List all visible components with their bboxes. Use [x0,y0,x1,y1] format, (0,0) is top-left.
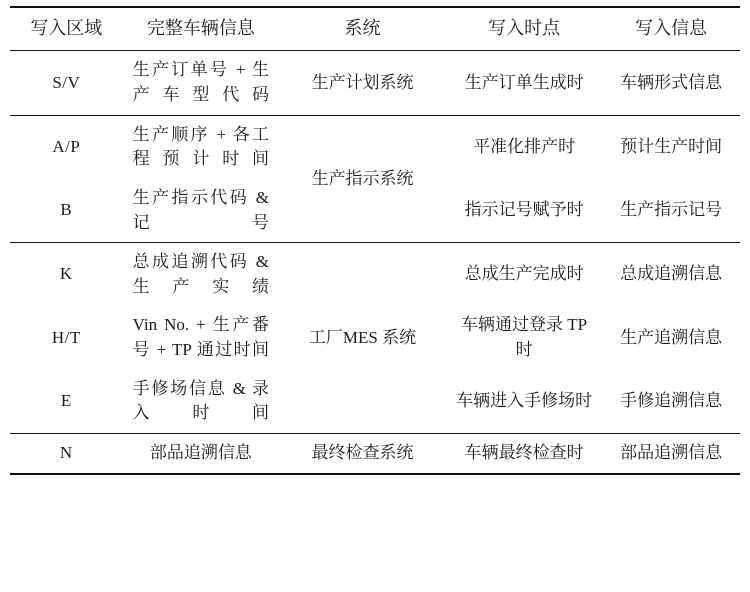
cell-full-vehicle-info: 生产订单号 + 生产车型代码 [123,51,279,115]
cell-write-info: 生产指示记号 [620,200,723,220]
table-header [10,7,740,51]
cell-write-time: 车辆进入手修场时 [456,391,593,411]
cell-full-vehicle-info: 生产顺序 + 各工程预计时间 [123,115,279,179]
column-header-system: 系统 [279,7,446,51]
cell-write-time: 平准化排产时 [446,115,602,179]
cell-area: K [10,243,123,307]
cell-write-info: 部品追溯信息 [602,433,740,473]
column-header-write-info: 写入信息 [602,7,740,51]
cell-area: S/V [10,51,123,115]
cell-area: E [60,391,72,411]
cell-write-info: 总成追溯信息 [602,243,740,307]
cell-full-vehicle-info: 部品追溯信息 [123,433,279,473]
cell-full-vehicle-info: 手修场信息 & 录入时间 [132,378,270,423]
cell-area: B [60,200,73,220]
cell-write-info: 预计生产时间 [602,115,740,179]
cell-write-time: 总成生产完成时 [446,243,602,307]
table-row [10,433,740,473]
cell-write-time: 车辆通过登录 TP 时 [461,315,588,360]
cell-full-vehicle-info: Vin No. + 生产番号 + TP 通过时间 [132,315,270,360]
cell-write-time: 车辆最终检查时 [446,433,602,473]
cell-write-time: 生产订单生成时 [446,51,602,115]
table-row [10,243,740,307]
column-header-full-vehicle-info: 完整车辆信息 [123,7,279,51]
cell-full-vehicle-info: 生产指示代码 & 记号 [132,187,270,232]
cell-full-vehicle-info: 总成追溯代码 & 生产实绩 [123,243,279,307]
cell-system: 工厂MES 系统 [279,243,446,434]
cell-area: H/T [51,327,81,347]
table-row [10,115,740,179]
cell-area: N [10,433,123,473]
cell-system: 生产计划系统 [279,51,446,115]
column-header-write-time: 写入时点 [446,7,602,51]
cell-write-info: 手修追溯信息 [620,391,723,411]
vehicle-info-table [10,6,740,475]
table-row [10,51,740,115]
cell-system: 最终检查系统 [279,433,446,473]
cell-write-info: 生产追溯信息 [620,327,723,347]
table-body [10,51,740,474]
cell-write-info: 车辆形式信息 [602,51,740,115]
cell-area: A/P [10,115,123,179]
column-header-area: 写入区域 [10,7,123,51]
document-page [0,6,750,592]
cell-write-time: 指示记号赋予时 [464,200,584,220]
cell-system: 生产指示系统 [279,115,446,243]
table-header-row [10,7,740,51]
